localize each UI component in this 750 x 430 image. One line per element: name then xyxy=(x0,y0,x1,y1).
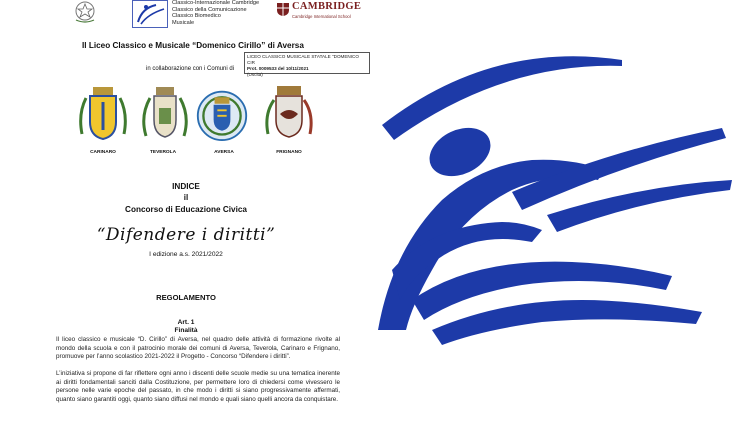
school-course-line: Classico Biomedico xyxy=(172,13,221,20)
protocol-stamp xyxy=(244,52,370,77)
document-title: Il Liceo Classico e Musicale “Domenico Cirillo” di Aversa xyxy=(82,41,304,50)
stamp-line: LICEO CLASSICO MUSICALE STATALE "DOMENICO CIR xyxy=(247,54,359,65)
italian-republic-emblem-icon xyxy=(72,0,98,24)
school-course-line: Classico della Comunicazione xyxy=(172,6,247,13)
cambridge-shield-icon xyxy=(276,2,290,17)
school-courses xyxy=(172,0,259,26)
crest-label-teverola: TEVEROLA xyxy=(149,150,177,155)
aversa-crest-icon xyxy=(195,84,249,144)
stamp-protocol: Prot. 0009533 del 10/11/2021 xyxy=(247,66,309,71)
il-heading: il xyxy=(183,193,189,202)
school-course-line: Classico-Internazionale Cambridge xyxy=(172,0,260,6)
motto-title: “Difendere i diritti” xyxy=(96,225,276,245)
concorso-heading: Concorso di Educazione Civica xyxy=(125,205,247,214)
article-heading: Art. 1 xyxy=(177,319,195,326)
crest-label-frignano: FRIGNANO xyxy=(276,150,302,155)
carinaro-crest-icon xyxy=(76,84,130,144)
regolamento-heading: REGOLAMENTO xyxy=(156,293,216,302)
crest-label-carinaro: CARINARO xyxy=(90,150,116,155)
crest-label-aversa: AVERSA xyxy=(214,150,234,155)
paragraph-purpose: L’iniziativa si propone di far riflettere ogni anno i discenti delle scuole medie su una tematica inerente ai diritti fondamentali sanciti dalla Costituzione, per permettere loro di chiedersi come vivessero le persone nelle varie epoche del passato, in che modo i diritti si siano progressivamente affermati, quanto siano garantiti oggi, quanto siano diffusi nel mondo e quali siano quelli ancora da conquistare. xyxy=(56,370,340,404)
large-school-logo-icon xyxy=(372,0,750,430)
finalita-heading: Finalità xyxy=(174,327,198,334)
school-course-line: Musicale xyxy=(172,19,195,26)
document-page xyxy=(0,0,372,430)
collaboration-text: in collaborazione con i Comuni di xyxy=(146,66,235,72)
frignano-crest-icon xyxy=(262,84,316,144)
cambridge-title: CAMBRIDGE xyxy=(292,1,362,12)
school-logo-icon xyxy=(132,0,168,28)
indice-heading: INDICE xyxy=(172,182,200,191)
paragraph-intro: Il liceo classico e musicale “D. Cirillo” di Aversa, nel quadro delle attività di formazione rivolte al mondo della scuola e con il patrocinio morale dei comuni di Aversa, Teverola, Carinaro e Frignano, promuove per l’anno scolastico 2021-2022 il Progetto - Concorso “Difendere i diritti”. xyxy=(56,336,340,361)
teverola-crest-icon xyxy=(138,84,192,144)
cambridge-subtitle: Cambridge International School xyxy=(292,14,351,19)
edition-text: I edizione a.s. 2021/2022 xyxy=(149,251,223,258)
stamp-line: (Uscita) xyxy=(247,72,263,77)
